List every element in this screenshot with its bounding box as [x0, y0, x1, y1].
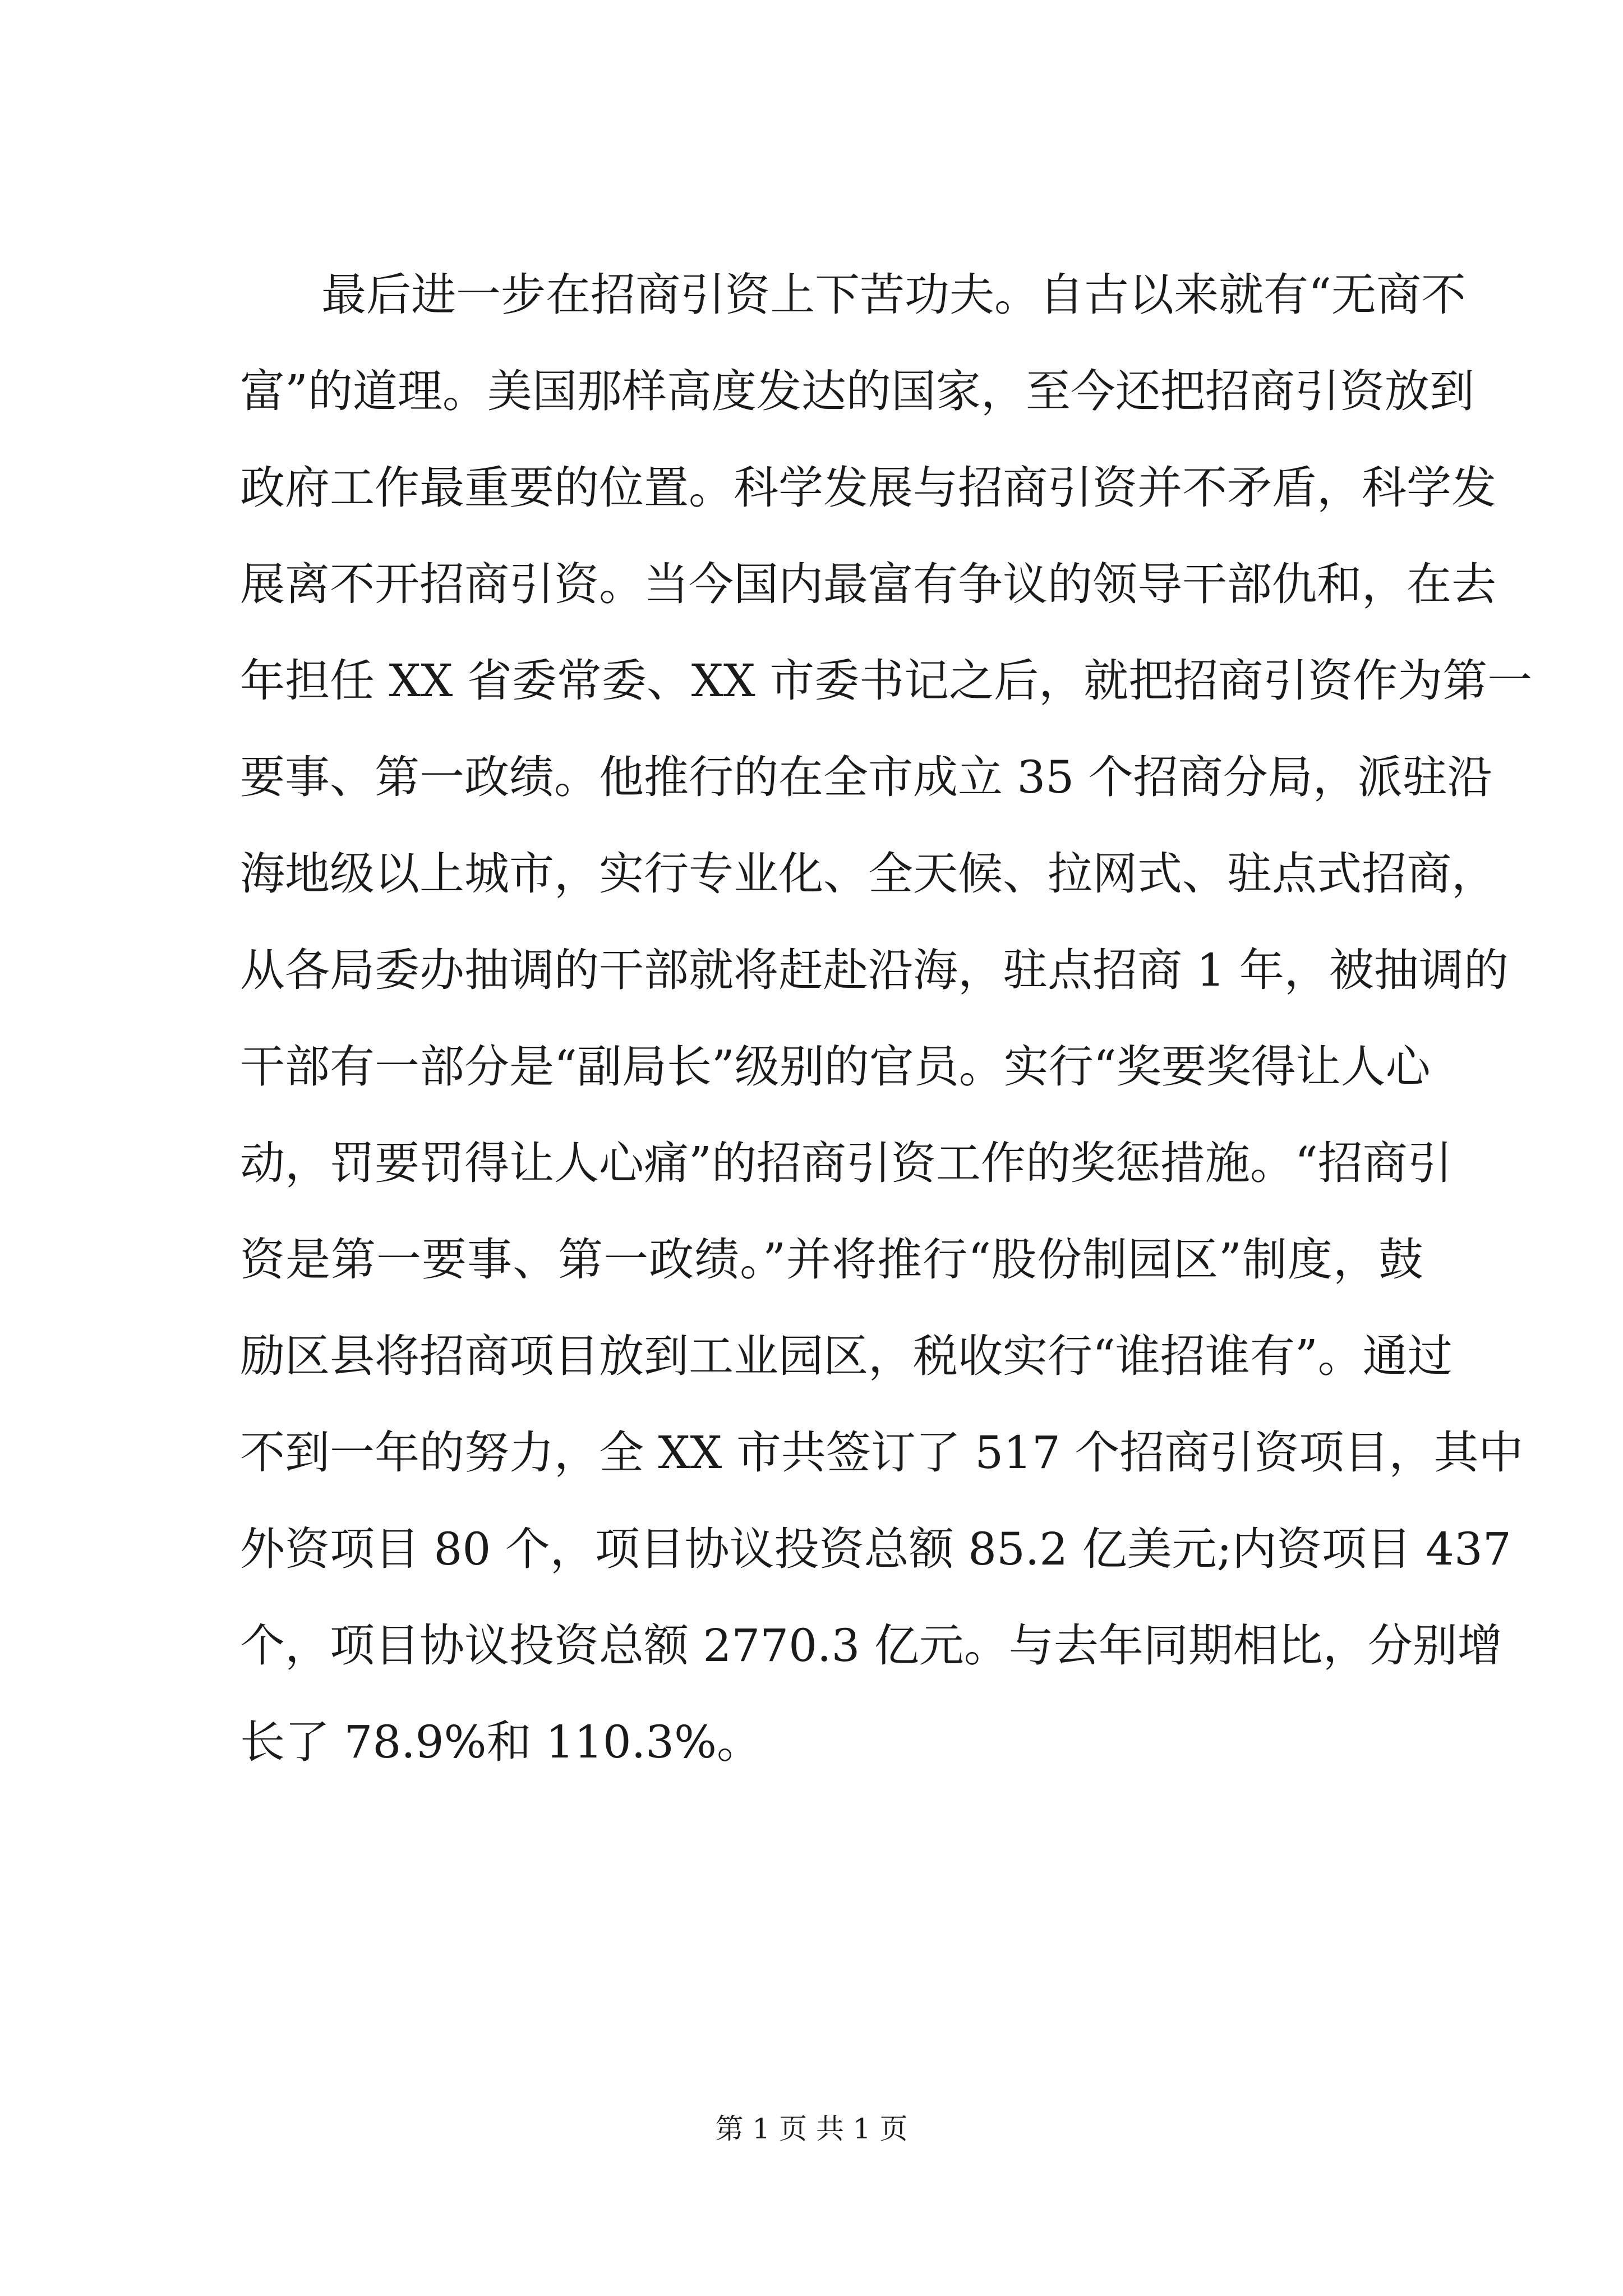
paragraph-line: 展离不开招商引资。当今国内最富有争议的领导干部仇和，在去: [240, 558, 1496, 610]
paragraph-line: 要事、第一政绩。他推行的在全市成立 35 个招商分局，派驻沿: [240, 751, 1492, 803]
body-paragraph: [240, 247, 1533, 1791]
paragraph-line: 富”的道理。美国那样高度发达的国家，至今还把招商引资放到: [240, 365, 1474, 417]
paragraph-line: 海地级以上城市，实行专业化、全天候、拉网式、驻点式招商，: [240, 848, 1496, 900]
paragraph-line: 励区县将招商项目放到工业园区，税收实行“谁招谁有”。通过: [240, 1330, 1453, 1382]
paragraph-line: 不到一年的努力，全 XX 市共签订了 517 个招商引资项目，其中: [240, 1427, 1524, 1479]
paragraph-line: 年担任 XX 省委常委、XX 市委书记之后，就把招商引资作为第一: [240, 655, 1533, 707]
paragraph-line: 动，罚要罚得让人心痛”的招商引资工作的奖惩措施。“招商引: [240, 1137, 1453, 1189]
page-number: 第 1 页 共 1 页: [715, 2113, 908, 2145]
page-footer: [0, 2112, 1623, 2146]
paragraph-line: 资是第一要事、第一政绩。”并将推行“股份制园区”制度，鼓: [240, 1234, 1423, 1286]
paragraph-line: 从各局委办抽调的干部就将赶赴沿海，驻点招商 1 年，被抽调的: [240, 944, 1509, 996]
paragraph-line: 长了 78.9%和 110.3%。: [240, 1716, 762, 1768]
paragraph-line: 外资项目 80 个，项目协议投资总额 85.2 亿美元;内资项目 437: [240, 1523, 1511, 1575]
paragraph-line: 最后进一步在招商引资上下苦功夫。自古以来就有“无商不: [321, 269, 1466, 321]
paragraph-line: 干部有一部分是“副局长”级别的官员。实行“奖要奖得让人心: [240, 1041, 1431, 1093]
paragraph-line: 个，项目协议投资总额 2770.3 亿元。与去年同期相比，分别增: [240, 1619, 1502, 1672]
paragraph-line: 政府工作最重要的位置。科学发展与招商引资并不矛盾，科学发: [240, 462, 1496, 514]
